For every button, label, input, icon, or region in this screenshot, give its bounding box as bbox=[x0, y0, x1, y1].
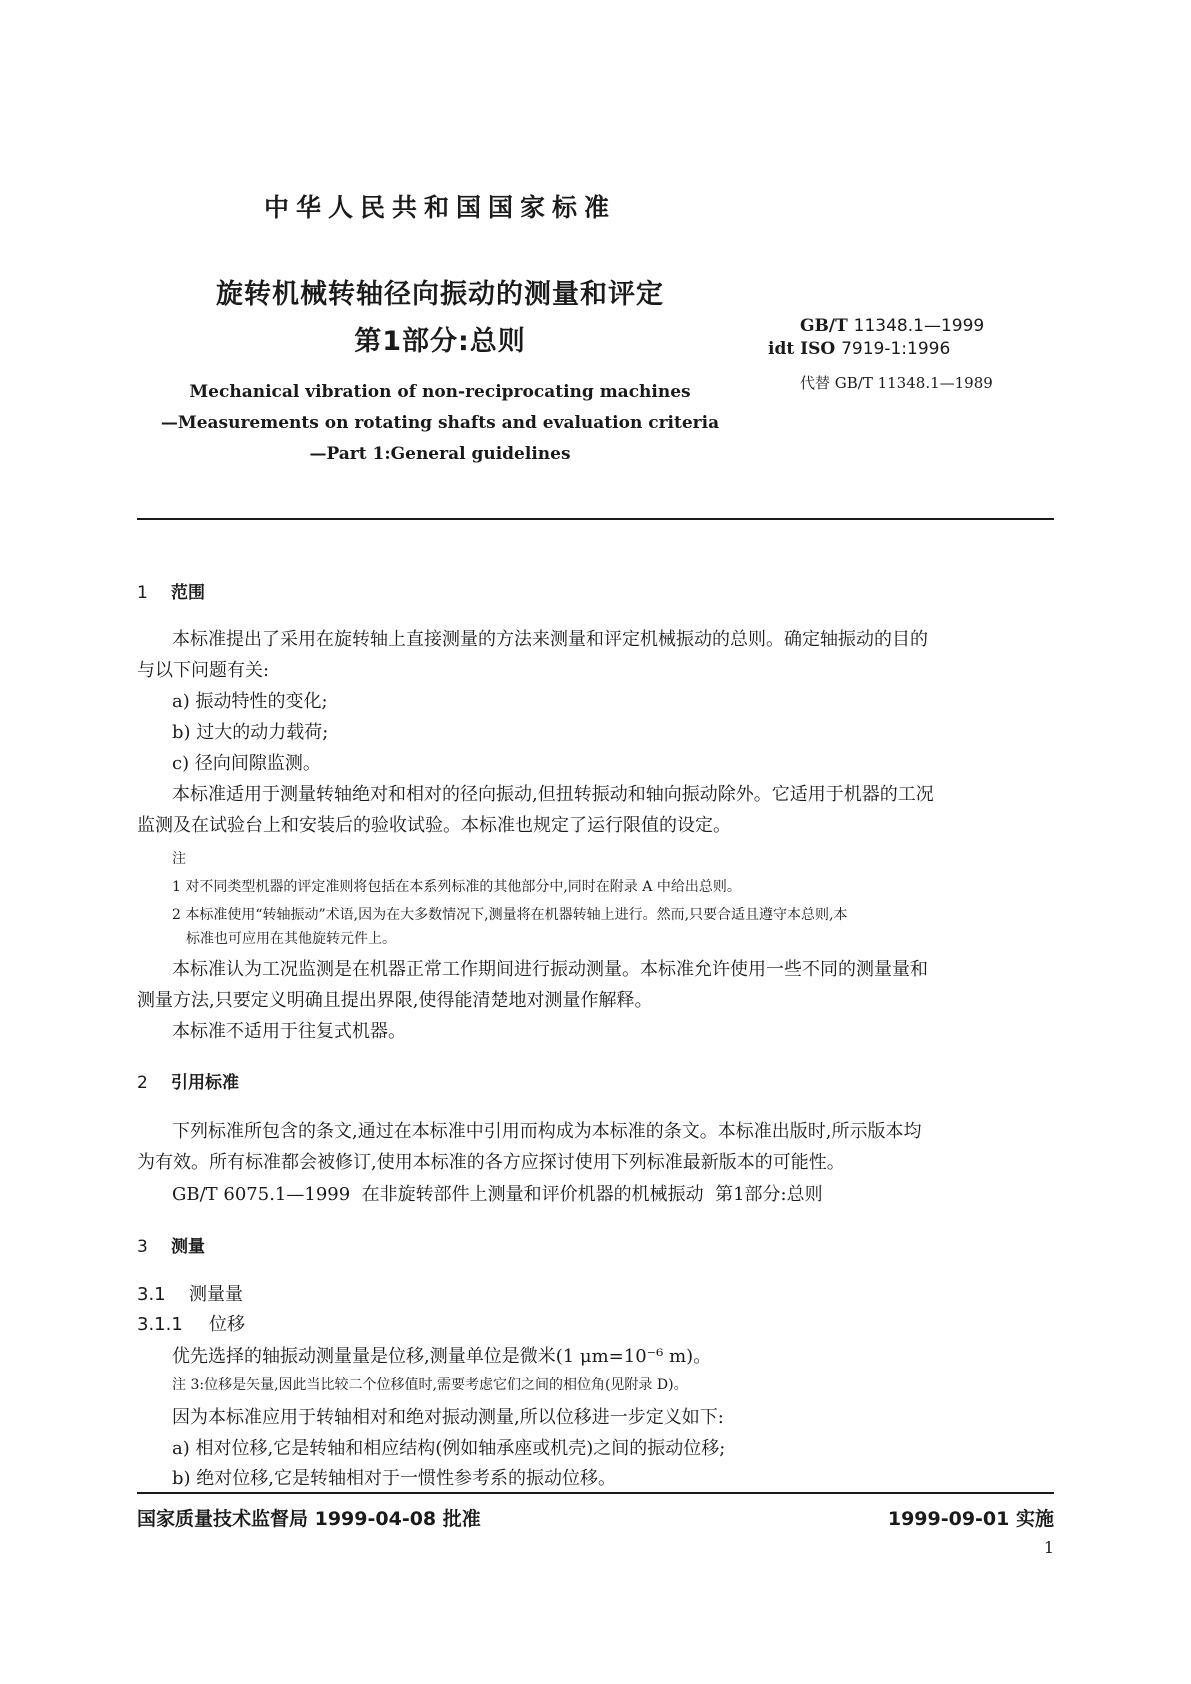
approval-date: 国家质量技术监督局 1999-04-08 批准 bbox=[137, 1508, 481, 1530]
identical-standard bbox=[768, 339, 950, 359]
paragraph: 下列标准所包含的条文,通过在本标准中引用而构成为本标准的条文。本标准出版时,所示版本均 bbox=[172, 1121, 922, 1142]
subsection-3-1-1-title: 位移 bbox=[209, 1314, 245, 1335]
reference-standard: GB/T 6075.1—1999 在非旋转部件上测量和评价机器的机械振动 第1部分:总则 bbox=[172, 1184, 823, 1205]
paragraph: 测量方法,只要定义明确且提出界限,使得能清楚地对测量作解释。 bbox=[137, 990, 653, 1011]
paragraph: 本标准认为工况监测是在机器正常工作期间进行振动测量。本标准允许使用一些不同的测量量和 bbox=[172, 959, 928, 980]
subsection-3-1-heading bbox=[137, 1280, 243, 1306]
list-item: b) 过大的动力载荷; bbox=[172, 722, 329, 743]
english-title-line-2: —Measurements on rotating shafts and evaluation criteria bbox=[160, 413, 720, 433]
note: 标准也可应用在其他旋转元件上。 bbox=[186, 931, 396, 947]
section-2-number: 2 bbox=[137, 1073, 148, 1093]
section-1-title: 范围 bbox=[171, 583, 205, 603]
list-item: a) 相对位移,它是转轴和相应结构(例如轴承座或机壳)之间的振动位移; bbox=[172, 1438, 726, 1459]
standard-number bbox=[800, 316, 984, 336]
paragraph: 监测及在试验台上和安装后的验收试验。本标准也规定了运行限值的设定。 bbox=[137, 815, 731, 836]
paragraph: 因为本标准应用于转轴相对和绝对振动测量,所以位移进一步定义如下: bbox=[172, 1407, 724, 1428]
paragraph: 优先选择的轴振动测量量是位移,测量单位是微米(1 μm=10⁻⁶ m)。 bbox=[172, 1346, 712, 1367]
page-number: 1 bbox=[1043, 1538, 1054, 1557]
note-label: 注 bbox=[172, 851, 186, 867]
subsection-3-1-1-number: 3.1.1 bbox=[137, 1314, 183, 1335]
paragraph: 与以下问题有关: bbox=[137, 660, 270, 681]
section-1-heading bbox=[137, 578, 205, 603]
paragraph: 本标准提出了采用在旋转轴上直接测量的方法来测量和评定机械振动的总则。确定轴振动的目的 bbox=[172, 629, 928, 650]
subsection-3-1-1-heading bbox=[137, 1310, 245, 1336]
paragraph: 为有效。所有标准都会被修订,使用本标准的各方应探讨使用下列标准最新版本的可能性。 bbox=[137, 1152, 845, 1173]
section-2-heading bbox=[137, 1068, 239, 1093]
section-3-title: 测量 bbox=[171, 1237, 205, 1257]
paragraph: 本标准适用于测量转轴绝对和相对的径向振动,但扭转振动和轴向振动除外。它适用于机器的工况 bbox=[172, 784, 934, 805]
header-divider bbox=[137, 518, 1054, 520]
identical-prefix: idt ISO bbox=[768, 339, 836, 359]
note: 注 3:位移是矢量,因此当比较二个位移值时,需要考虑它们之间的相位角(见附录 D)。 bbox=[172, 1377, 688, 1393]
chinese-title-line-2: 第1部分:总则 bbox=[354, 326, 526, 357]
note: 1 对不同类型机器的评定准则将包括在本系列标准的其他部分中,同时在附录 A 中给出总则。 bbox=[172, 879, 741, 895]
subsection-3-1-number: 3.1 bbox=[137, 1284, 166, 1305]
identical-number-value: 7919-1:1996 bbox=[841, 339, 951, 359]
list-item: b) 绝对位移,它是转轴相对于一惯性参考系的振动位移。 bbox=[172, 1468, 616, 1489]
section-3-heading bbox=[137, 1232, 205, 1257]
list-item: a) 振动特性的变化; bbox=[172, 691, 328, 712]
standard-prefix: GB/T bbox=[800, 316, 848, 336]
chinese-title-line-1: 旋转机械转轴径向振动的测量和评定 bbox=[216, 279, 664, 310]
replaces-standard: 代替 GB/T 11348.1—1989 bbox=[800, 374, 993, 392]
section-3-number: 3 bbox=[137, 1237, 148, 1257]
footer-divider bbox=[137, 1492, 1054, 1494]
national-standard-title: 中华人民共和国国家标准 bbox=[263, 193, 616, 222]
standard-number-value: 11348.1—1999 bbox=[853, 316, 985, 336]
note: 2 本标准使用“转轴振动”术语,因为在大多数情况下,测量将在机器转轴上进行。然而,只要合适且遵守本总则,本 bbox=[172, 907, 848, 923]
section-1-number: 1 bbox=[137, 583, 148, 603]
paragraph: 本标准不适用于往复式机器。 bbox=[172, 1021, 406, 1042]
effective-date: 1999-09-01 实施 bbox=[887, 1508, 1054, 1530]
list-item: c) 径向间隙监测。 bbox=[172, 753, 321, 774]
english-title-line-3: —Part 1:General guidelines bbox=[309, 444, 571, 464]
subsection-3-1-title: 测量量 bbox=[189, 1284, 243, 1305]
english-title-line-1: Mechanical vibration of non-reciprocating machines bbox=[189, 382, 691, 402]
section-2-title: 引用标准 bbox=[171, 1073, 239, 1093]
